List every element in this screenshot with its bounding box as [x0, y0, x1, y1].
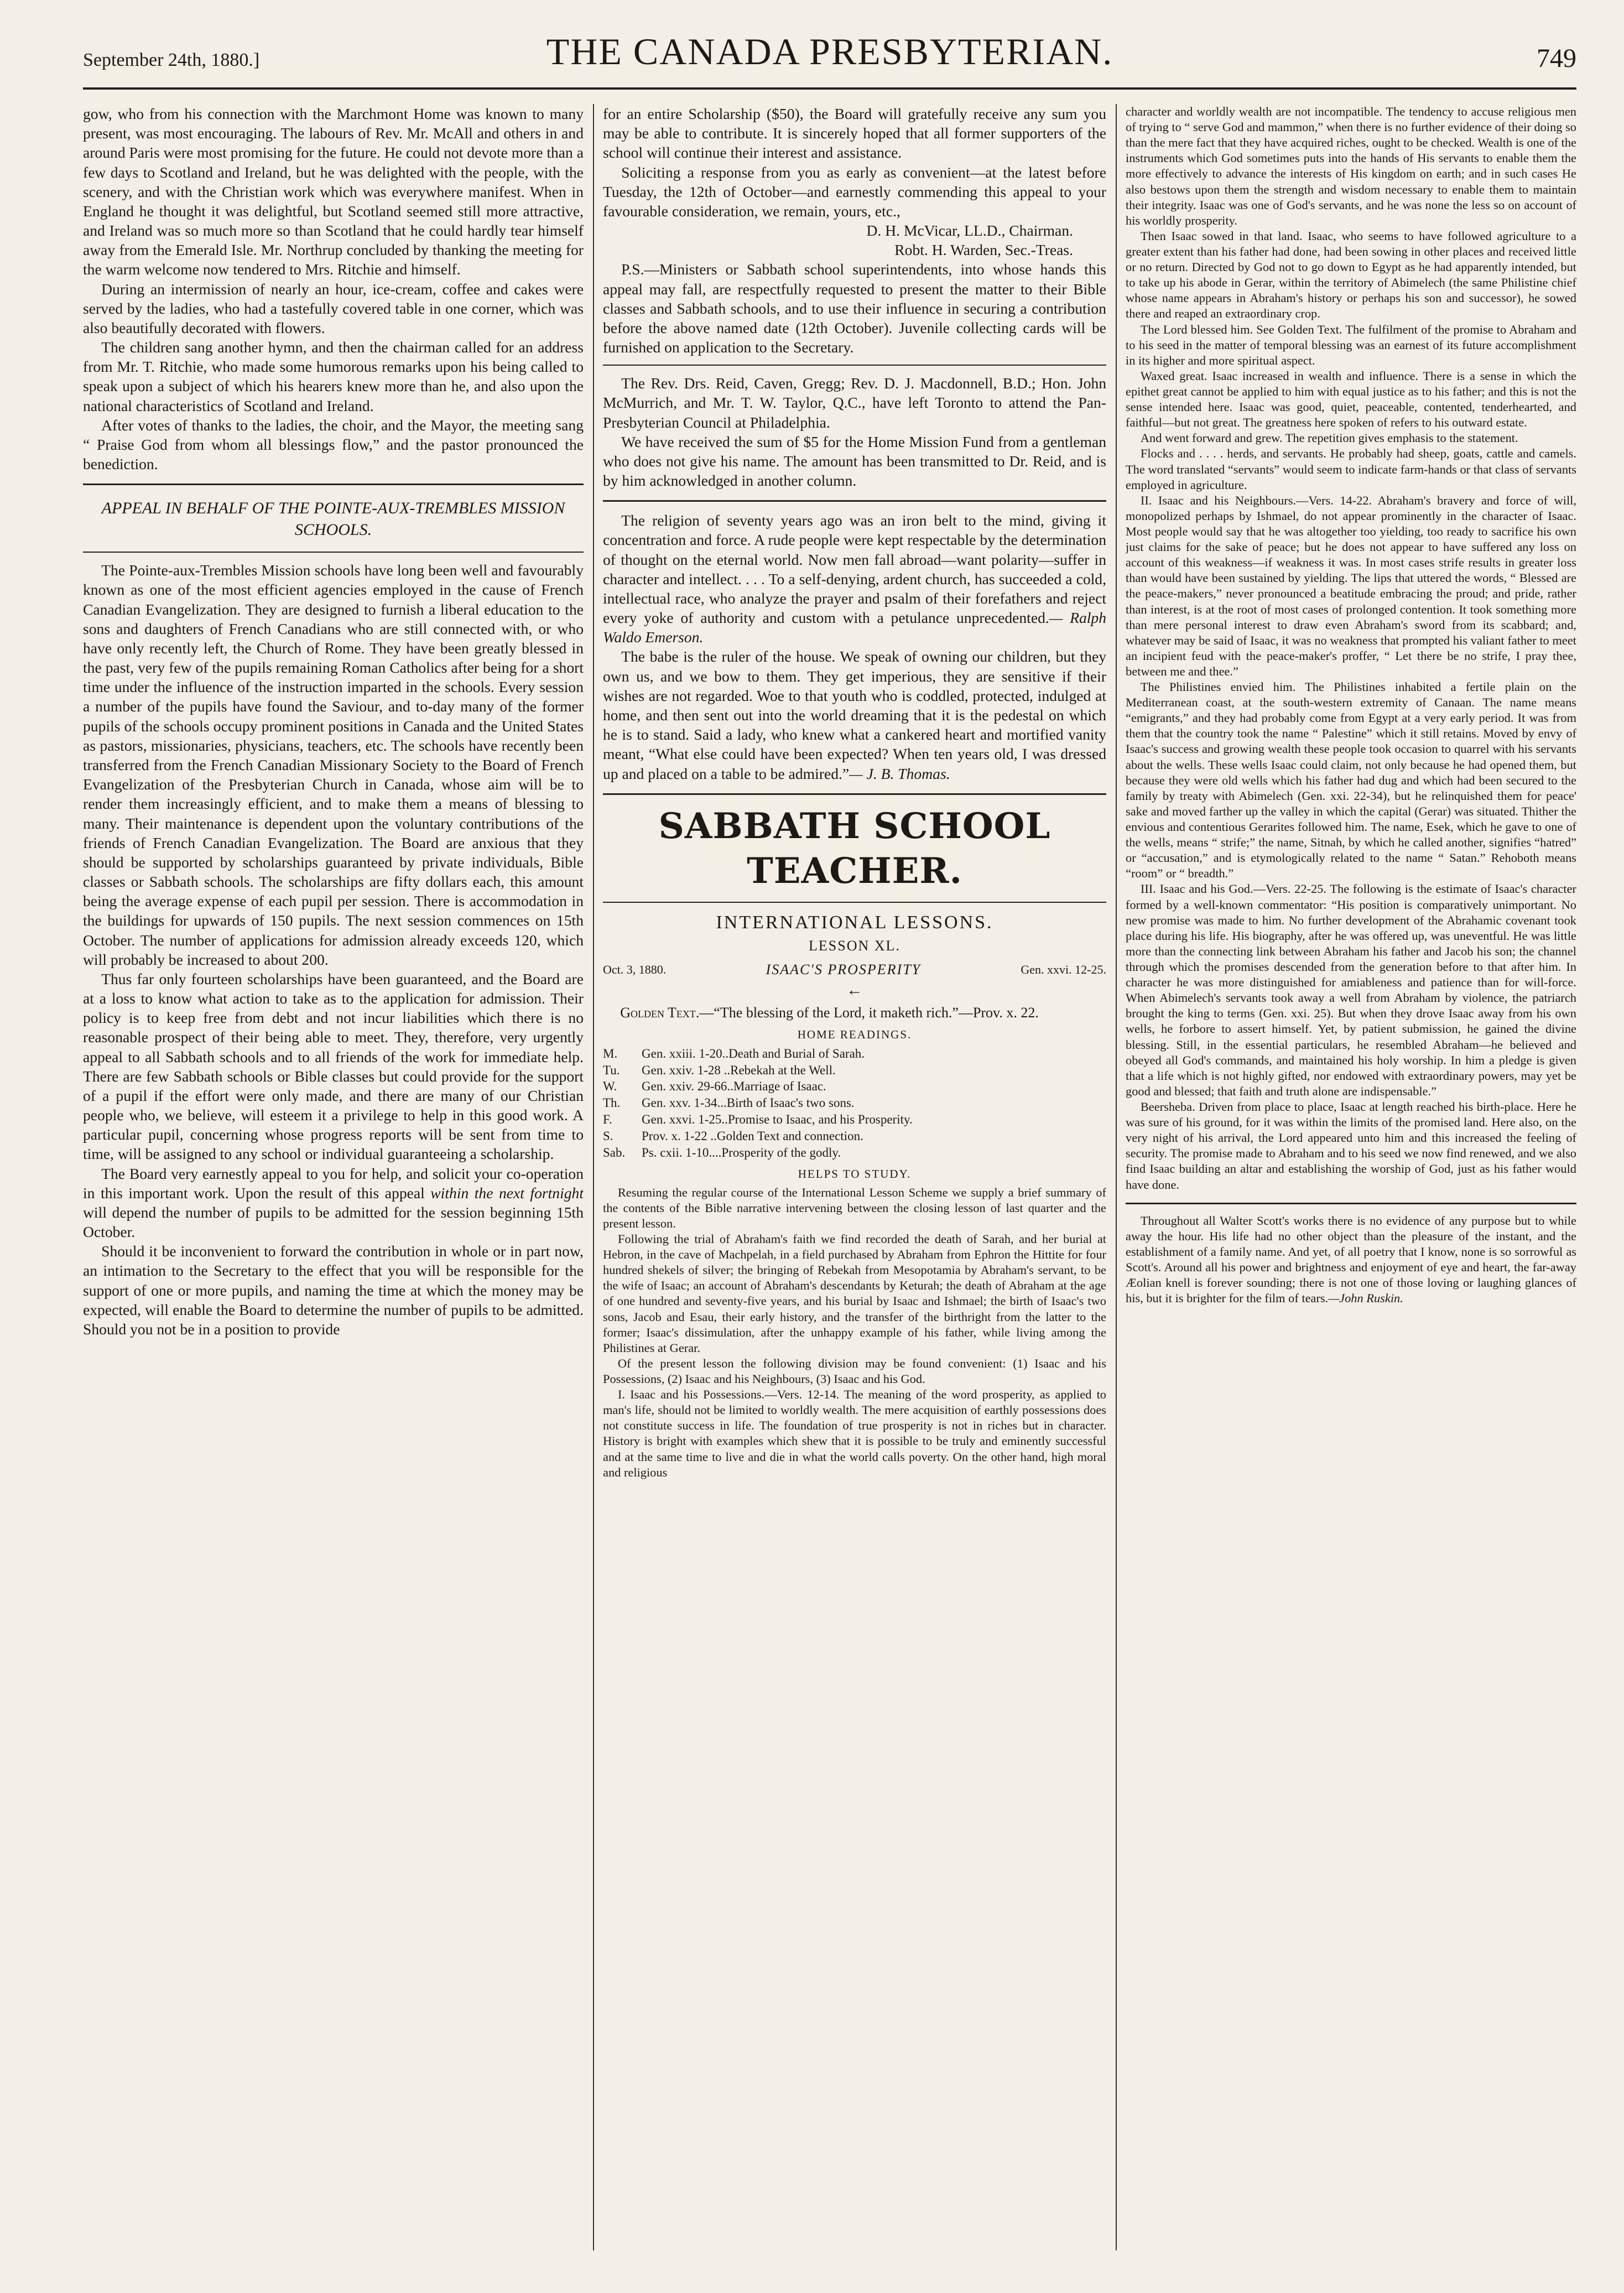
section-divider — [83, 552, 584, 553]
paragraph: Waxed great. Isaac increased in wealth and influence. There is a sense in which the epithet great cannot be applied to him with equal justice as to his father; and this is not the sense intended here. Isaac was good, quiet, peaceable, contented, tenderhearted, and faithful—but not great. The greatness here spoken of refers to his outward estate. — [1126, 368, 1576, 430]
paragraph: After votes of thanks to the ladies, the choir, and the Mayor, the meeting sang “ Praise God from whom all blessings flow,” and the pastor pronounced the benediction. — [83, 416, 584, 473]
section-divider — [603, 500, 1106, 502]
international-lessons-heading: INTERNATIONAL LESSONS. — [716, 912, 993, 933]
attribution: —John Ruskin. — [1328, 1291, 1403, 1306]
home-readings-list — [603, 1046, 1106, 1161]
reading-text: Gen. xxv. 1-34...Birth of Isaac's two sons. — [642, 1096, 855, 1110]
signature-secretary: Robt. H. Warden, Sec.-Treas. — [894, 241, 1073, 259]
signature-chairman: D. H. McVicar, LL.D., Chairman. — [866, 222, 1073, 240]
paragraph: Thus far only fourteen scholarships have been guaranteed, and the Board are at a loss to know what action to take as to the application for admission. Their policy is to keep free from debt and not incur liabilities which there is no reasonable prospect of their being able to meet. They, therefore, very urgently appeal to all Sabbath schools and to all friends of the work for immediate help. There are few Sabbath schools or Bible classes but could provide for the support of a pupil if the effort were only made, and there are many of our Christian people who, we believe, will esteem it a privilege to help in this good work. A particular pupil, concerning whose progress reports will be sent from time to time, will be assigned to any school or individual guaranteeing a scholarship. — [83, 970, 584, 1163]
section-divider — [603, 365, 1106, 366]
paragraph: for an entire Scholarship ($50), the Board will gratefully receive any sum you may be able to contribute. It is sincerely hoped that all former supporters of the school will continue their interest and assistance. — [603, 105, 1106, 162]
attribution: — J. B. Thomas. — [849, 765, 950, 782]
reading-day: Th. — [603, 1096, 621, 1110]
paragraph — [603, 511, 1106, 647]
paragraph: The Philistines envied him. The Philistines inhabited a fertile plain on the Mediterranean coast, at the south-western extremity of Canaan. The name means “emigrants,” and they had probably come from Egypt at a very early period. It was from them that the country took the name “ Palestine” which it still retains. Moved by envy of Isaac's success and growing wealth these people took occasion to quarrel with his servants about the wells. These wells Isaac could claim, not only because he had opened them, but because they were old wells which his father had dug and which had been secured to the family by treaty with Abimelech (Gen. xxi. 22-34), but he relinquished them for peace' sake and moved farther up the valley in which the capital (Gerar) was situated. Thither the envious and contentious Gerarites followed him. The name, Esek, which he gave to one of the wells, means “ strife;” the name, Sitnah, by which he called another, signifies “hatred” or “accusation,” and is etymologically related to the name “ Satan.” Rehoboth means “room” or “ breadth.” — [1126, 680, 1576, 881]
reading-day: Tu. — [603, 1063, 620, 1077]
paragraph: III. Isaac and his God.—Vers. 22-25. The following is the estimate of Isaac's character formed by a well-known commentator: “His position is comparatively unimportant. No new promise was made to him. No further development of the Abrahamic covenant took place during his life. His biography, after he was offered up, was uneventful. He was little more than the connecting link between Abraham his father and Jacob his son; the channel through which the promises descended from the generation before to that after him. In character he was more distinguished for amiableness and patience than for will-force. When Abimelech's servants took away a well from Abraham by violence, the patriarch brought the king to terms (Gen. xxi. 25). But when they drove Isaac away from his own wells, he forbore to assert himself. Yet, by patient submission, he gained the divine blessing. Still, in the essential particulars, he resembled Abraham—he believed and obeyed all God's commands, and maintained his holy worship. In him a pledge is given that a life which is not highly gifted, nor endowed with extraordinary powers, may yet be good and blessed; that faith and truth alone are indispensable.” — [1126, 882, 1576, 1098]
paragraph: We have received the sum of $5 for the Home Mission Fund from a gentleman who does not give his name. The amount has been transmitted to Dr. Reid, and is by him acknowledged in another column. — [603, 433, 1106, 490]
paragraph: Of the present lesson the following division may be found convenient: (1) Isaac and his Possessions, (2) Isaac and his Neighbours, (3) Isaac and his God. — [603, 1356, 1106, 1386]
paragraph: During an intermission of nearly an hour, ice-cream, coffee and cakes were served by the ladies, who had a tastefully covered table in one corner, which was also beautifully decorated with flowers. — [83, 280, 584, 336]
section-title-sabbath-school-teacher: SABBATH SCHOOL TEACHER. — [658, 805, 1051, 892]
paragraph: Should it be inconvenient to forward the contribution in whole or in part now, an intimation to the Secretary to the effect that you will be responsible for the support of one or more pupils, and naming the time at which the money may be expected, will enable the Board to determine the number of pupils to be admitted. Should you not be in a position to provide — [83, 1242, 584, 1338]
text-run: The babe is the ruler of the house. We speak of owning our children, but they own us, and we bow to them. They get imperious, they are sensitive if their wishes are not regarded. Woe to that youth who is coddled, protected, indulged at home, and then sent out into the world dreaming that it is the pedestal on which he is to stand. Said a lady, who knew what a cankered heart and mortified vanity meant, “What else could have been expected? When ten years old, I was dressed up and placed on a table to be admired.” — [603, 648, 1106, 782]
paragraph — [1126, 1213, 1576, 1307]
lesson-title: ISAAC'S PROSPERITY — [766, 961, 922, 978]
reading-text: Gen. xxvi. 1-25..Promise to Isaac, and his Prosperity. — [642, 1112, 913, 1127]
paragraph: Then Isaac sowed in that land. Isaac, who seems to have followed agriculture to a greater extent than his father had done, had been sowing in other places and received little or no return. Directed by God not to go down to Egypt as he had apparently intended, but to take up his abode in Gerar, within the territory of Abimelech (the same Philistine chief whose name appears in Abraham's history or perhaps his son and successor), he sowed there and reaped an extraordinary crop. — [1126, 228, 1576, 321]
column-1 — [83, 104, 584, 1339]
list-item — [603, 1062, 1106, 1079]
column-divider — [1116, 104, 1117, 2250]
reading-text: Gen. xxiii. 1-20..Death and Burial of Sarah. — [642, 1046, 865, 1060]
emphasis: within the next fortnight — [430, 1184, 584, 1202]
column-2 — [603, 104, 1106, 1480]
paragraph — [603, 647, 1106, 783]
section-divider — [603, 793, 1106, 795]
newspaper-page — [83, 27, 1576, 2273]
page-number: 749 — [1537, 44, 1576, 73]
text-run: Throughout all Walter Scott's works there is no evidence of any purpose but to while away the hour. His life had no other object than the pleasure of the instant, and the establishment of a family name. And yet, of all poetry that I know, none is so sorrowful as Scott's. Around all his power and brightness and enjoyment of eye and heart, the far-away Æolian knell is forever sounding; there is not one of those loving or laughing glances of his, but it is brighter for the film of tears. — [1126, 1213, 1576, 1306]
helps-to-study-body — [603, 1185, 1106, 1480]
paragraph: Soliciting a response from you as early as convenient—at the latest before Tuesday, the 12th of October—and earnestly commending this appeal to your favourable consideration, we remain, yours, etc., — [603, 163, 1106, 220]
golden-text-body: —“The blessing of the Lord, it maketh rich.”—Prov. x. 22. — [699, 1004, 1039, 1021]
reading-text: Prov. x. 1-22 ..Golden Text and connection. — [642, 1129, 863, 1143]
paragraph: I. Isaac and his Possessions.—Vers. 12-14. The meaning of the word prosperity, as applied to man's life, should not be limited to worldly wealth. The mere acquisition of earthly possessions does not constitute success in life. The foundation of true prosperity is not in riches but in character. History is bright with examples which shew that it is possible to be truly and eminently successful and at the same time to live and die in what the world calls poverty. On the other hand, high moral and religious — [603, 1387, 1106, 1479]
paragraph: The children sang another hymn, and then the chairman called for an address from Mr. T. Ritchie, who made some humorous remarks upon his being called to speak upon a subject of which his hearers knew more than he, and also upon the national characteristics of Scotland and Ireland. — [83, 339, 584, 414]
list-item — [603, 1046, 1106, 1062]
newspaper-title: THE CANADA PRESBYTERIAN. — [546, 30, 1113, 72]
list-item — [603, 1111, 1106, 1128]
issue-date: September 24th, 1880.] — [83, 50, 260, 70]
paragraph: Following the trial of Abraham's faith we find recorded the death of Sarah, and her burial at Hebron, in the cave of Machpelah, in a field purchased by Abraham from Ephron the Hittite for four hundred shekels of silver; the bringing of Rebekah from Mesopotamia by Abraham's servant, to be the wife of Isaac; an account of Abraham's descendants by Keturah; the death of Abraham at the age of one hundred and seventy-five years, and his burial by Isaac and Ishmael; the birth of Isaac's two sons, Jacob and Esau, their early history, and the transfer of the birthright from the latter to the former; Isaac's dissimulation, after the unhappy example of his father, while living among the Philistines at Gerar. — [603, 1231, 1106, 1355]
paragraph: The Lord blessed him. See Golden Text. The fulfilment of the promise to Abraham and to his seed in the matter of temporal blessing was an earnest of its future accomplishment in its higher and more spiritual aspect. — [1126, 322, 1576, 367]
list-item — [603, 1145, 1106, 1161]
paragraph: The Rev. Drs. Reid, Caven, Gregg; Rev. D. J. Macdonnell, B.D.; Hon. John McMurrich, and Mr. T. W. Taylor, Q.C., have left Toronto to attend the Pan-Presbyterian Council at Philadelphia. — [603, 375, 1106, 431]
section-divider — [83, 483, 584, 485]
lesson-date: Oct. 3, 1880. — [603, 962, 667, 976]
paragraph: II. Isaac and his Neighbours.—Vers. 14-22. Abraham's bravery and force of will, monopolized perhaps by Ishmael, do not appear prominently in the character of Isaac. Most people would say that he was altogether too yielding, too ready to sacrifice his own just claims for the sake of peace; but he does not appear to have suffered any loss on account of this weakness—if weakness it was. In most cases strife results in greater loss than would have been sustained by yielding. The lips that uttered the words, “ Blessed are the peace-makers,” never pronounced a beatitude embracing the proud; and pride, rather than interest, is at the root of most cases of prolonged contention. It took something more than mere personal interest to draw even Abraham's sword from its scabbard; and, whatever may be said of Isaac, it was no weakness that prompted his valiant father to meet an incipient feud with the peace-maker's proffer, “ Let there be no strife, I pray thee, between me and thee.” — [1126, 493, 1576, 678]
column-divider — [593, 104, 594, 2250]
article-heading: APPEAL IN BEHALF OF THE POINTE-AUX-TREMBLES MISSION SCHOOLS. — [101, 499, 565, 539]
text-run: The religion of seventy years ago was an iron belt to the mind, giving it concentration and force. A rude people were kept respectable by the determination of thought on the eternal world. Now men fall abroad—want polarity—suffer in character and intellect. . . . To a self-denying, ardent church, has succeeded a cold, intellectual race, who analyze the prayer and psalm of their forefathers and reject every yoke of authority and custom with a petulance unprecedented. — [603, 512, 1106, 627]
reading-text: Gen. xxiv. 29-66..Marriage of Isaac. — [642, 1079, 826, 1094]
paragraph: Flocks and . . . . herds, and servants. He probably had sheep, goats, cattle and camels. The word translated “servants” would seem to indicate farm-hands or that class of servants employed in agriculture. — [1126, 446, 1576, 492]
paragraph: Resuming the regular course of the International Lesson Scheme we supply a brief summary of the contents of the Bible narrative intervening between the closing lesson of last quarter and the present lesson. — [603, 1185, 1106, 1230]
text-run: will depend the number of pupils to be admitted for the session beginning 15th October. — [83, 1203, 584, 1241]
paragraph: Beersheba. Driven from place to place, Isaac at length reached his birth-place. Here he was sure of his ground, for it was within the limits of the promised land. Here also, on the very night of his arrival, the Lord appeared unto him and this increased the feeling of security. The promise made to Abraham and to his seed we now find renewed, and we also find Isaac building an altar and establishing the worship of God, just as his father would have done. — [1126, 1100, 1576, 1192]
golden-text — [603, 1003, 1106, 1022]
paragraph: gow, who from his connection with the Marchmont Home was known to many present, was most encouraging. The labours of Rev. Mr. McAll and others in and around Paris were most promising for the future. He could not devote more than a few days to Scotland and Ireland, but he was delighted with the people, with the scenery, and with the Christian work which was everywhere manifest. When in England he thought it was delightful, but Scotland seemed still more attractive, and Ireland was so much more so than Scotland that he could hardly tear himself away from the Emerald Isle. Mr. Northrup concluded by thanking the meeting for the warm welcome now tendered to Mrs. Ritchie and himself. — [83, 105, 584, 278]
lesson-info — [603, 960, 1106, 979]
lesson-reference: Gen. xxvi. 12-25. — [1021, 962, 1106, 976]
lesson-number: LESSON XL. — [809, 938, 901, 954]
reading-day: W. — [603, 1079, 617, 1094]
list-item — [603, 1078, 1106, 1095]
paragraph: And went forward and grew. The repetition gives emphasis to the statement. — [1140, 431, 1518, 445]
attribution: — Ralph Waldo Emerson. — [603, 609, 1106, 646]
helps-to-study-heading: HELPS TO STUDY. — [798, 1167, 912, 1181]
column-3 — [1126, 104, 1576, 1306]
masthead — [83, 27, 1576, 90]
reading-day: S. — [603, 1129, 613, 1143]
reading-text: Gen. xxiv. 1-28 ..Rebekah at the Well. — [642, 1063, 836, 1077]
section-divider — [603, 902, 1106, 903]
reading-day: Sab. — [603, 1145, 626, 1160]
golden-text-label: Golden Text. — [620, 1004, 700, 1021]
paragraph: P.S.—Ministers or Sabbath school superintendents, into whose hands this appeal may fall, are respectfully requested to present the matter to their Bible classes and Sabbath schools, and to use their influence in securing a contribution before the above named date (12th October). Juvenile collecting cards will be furnished on application to the Secretary. — [603, 261, 1106, 356]
section-divider — [1126, 1203, 1576, 1204]
paragraph: character and worldly wealth are not incompatible. The tendency to accuse religious men of trying to “ serve God and mammon,” when there is no further evidence of their doing so than the mere fact that they have acquired riches, ought to be checked. Wealth is one of the instruments which God sometimes puts into the hands of His servants to enable them the more effectively to advance the interests of His kingdom on earth; and in such cases He also bestows upon them the strength and wisdom necessary to enable them to maintain their integrity. Isaac was one of God's servants, and he was none the less so on account of his worldly prosperity. — [1126, 105, 1576, 227]
list-item — [603, 1095, 1106, 1111]
reading-text: Ps. cxii. 1-10....Prosperity of the godly. — [642, 1145, 841, 1160]
reading-day: F. — [603, 1112, 612, 1127]
list-item — [603, 1128, 1106, 1145]
arrow-left-icon: ← — [846, 981, 863, 1000]
text-run: The Board very earnestly appeal to you for help, and solicit your co-operation in this important work. Upon the result of this appeal — [83, 1164, 584, 1202]
reading-day: M. — [603, 1046, 618, 1060]
home-readings-heading: HOME READINGS. — [797, 1027, 912, 1041]
paragraph: The Pointe-aux-Trembles Mission schools have long been well and favourably known as one of the most efficient agencies employed in the cause of French Canadian Evangelization. They are designed to furnish a liberal education to the sons and daughters of French Canadians who are still connected with, or who have only recently left, the Church of Rome. They have been greatly blessed in the past, very few of the pupils remaining Roman Catholics after being for a short time under the influence of the instruction imparted in the schools. Every session a number of the pupils have found the Saviour, and to-day many of the former pupils of the schools occupy prominent positions in Canada and the United States as pastors, missionaries, physicians, teachers, etc. The schools have recently been transferred from the French Canadian Missionary Society to the Board of French Evangelization of the Presbyterian Church in Canada, whose aim will be to render them increasingly efficient, and to make them a means of blessing to many. Their maintenance is dependent upon the voluntary contributions of the friends of French Canadian Evangelization. The Board are anxious that they should be supported by scholarships guaranteed by private individuals, Bible classes or Sabbath schools. The scholarships are fifty dollars each, this amount being the average expense of each pupil per session. There is accommodation in the buildings for upwards of 150 pupils. The next session commences on 15th October. The number of applications for admission already exceeds 120, which will probably be increased to about 200. — [83, 561, 584, 968]
paragraph — [83, 1164, 584, 1242]
